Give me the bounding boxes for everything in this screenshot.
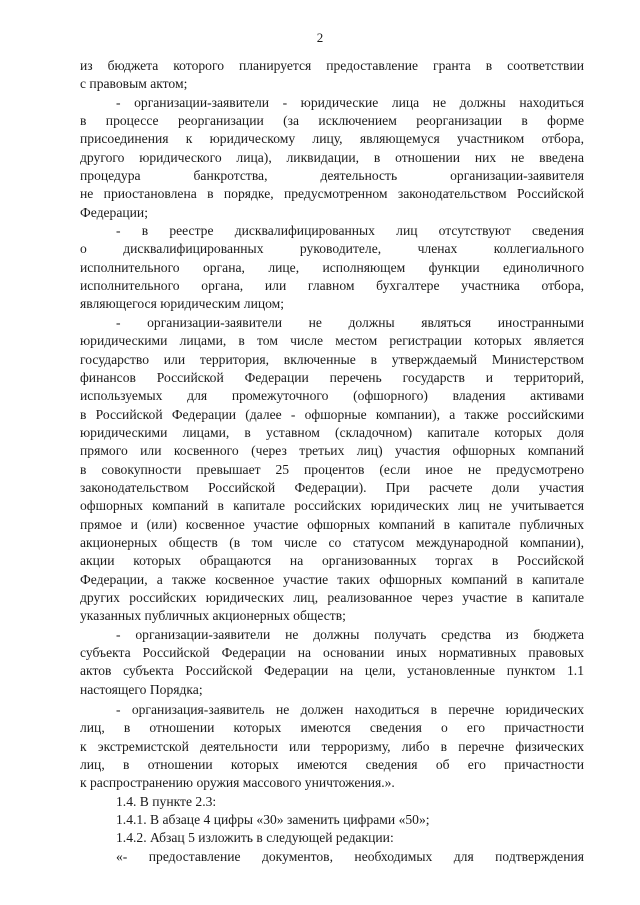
- text-line: о дисквалифицированных руководителе, членах коллегиального: [80, 241, 584, 257]
- text-line: из бюджета которого планируется предоставление гранта в соответствии: [80, 58, 584, 73]
- text-line: законодательством Российской Федерации). При расчете доли участия: [80, 479, 584, 495]
- text-line: 1.4.2. Абзац 5 изложить в следующей редакции:: [116, 830, 394, 846]
- text-line: в Российской Федерации (далее - офшорные компании), а также российскими: [80, 406, 584, 422]
- text-line: юридическими лицами, в том числе местом регистрации которых является: [80, 333, 584, 349]
- text-line: - организации-заявители не должны являться иностранными: [116, 314, 584, 330]
- text-line: к экстремистской деятельности или терроризму, либо в перечне физических: [80, 738, 584, 754]
- text-line: не приостановлена в порядке, предусмотренном законодательством Российской: [80, 186, 584, 202]
- text-line: других российских юридических лиц, реализованное через участие в капитале: [80, 589, 584, 605]
- text-line: офшорных компаний в капитале российских юридических лиц не учитывается: [80, 498, 584, 514]
- text-line: прямого или косвенного (через третьих лиц) участия офшорных компаний: [80, 443, 584, 459]
- text-line: акции которых обращаются на организованных торгах в Российской: [80, 553, 584, 569]
- text-line: 1.4.1. В абзаце 4 цифры «30» заменить цифрами «50»;: [116, 812, 430, 828]
- text-line: другого юридического лица), ликвидации, в отношении них не введена: [80, 149, 584, 165]
- text-line: в процессе реорганизации (за исключением реорганизации в форме: [80, 113, 584, 129]
- document-body: [80, 57, 584, 866]
- text-line: используемых для промежуточного (офшорного) владения активами: [80, 388, 584, 404]
- text-line: лиц, в отношении которых имеются сведения о его причастности: [80, 720, 584, 736]
- text-line: - в реестре дисквалифицированных лиц отсутствуют сведения: [116, 223, 584, 239]
- text-line: Федерации;: [80, 204, 148, 220]
- text-line: к распространению оружия массового уничтожения.».: [80, 775, 395, 791]
- text-line: с правовым актом;: [80, 76, 188, 92]
- text-line: указанных публичных акционерных обществ;: [80, 608, 346, 624]
- text-line: Федерации, а также косвенное участие таких офшорных компаний в капитале: [80, 571, 584, 587]
- text-line: - организации-заявители - юридические лица не должны находиться: [116, 94, 584, 110]
- text-line: 1.4. В пункте 2.3:: [116, 793, 217, 809]
- text-line: финансов Российской Федерации перечень государств и территорий,: [80, 369, 584, 385]
- text-line: государство или территория, включенные в утверждаемый Министерством: [80, 351, 584, 367]
- text-line: процедура банкротства, деятельность организации-заявителя: [80, 168, 584, 184]
- text-line: «- предоставление документов, необходимых для подтверждения: [116, 848, 584, 864]
- page-number: 2: [316, 30, 324, 45]
- text-line: - организации-заявители не должны получать средства из бюджета: [116, 626, 584, 642]
- text-line: лиц, в отношении которых имеются сведения об его причастности: [80, 757, 584, 773]
- text-line: акционерных обществ (в том числе со статусом международной компании),: [80, 534, 584, 550]
- text-line: исполнительного органа, или главном бухгалтере участника отбора,: [80, 278, 584, 294]
- text-line: настоящего Порядка;: [80, 681, 203, 697]
- text-line: актов субъекта Российской Федерации на цели, установленные пунктом 1.1: [80, 663, 584, 679]
- text-line: - организация-заявитель не должен находиться в перечне юридических: [116, 702, 584, 718]
- text-line: исполнительного органа, лице, исполняющем функции единоличного: [80, 259, 584, 275]
- text-line: юридическими лицами, в уставном (складочном) капитале которых доля: [80, 424, 584, 440]
- text-line: в совокупности превышает 25 процентов (если иное не предусмотрено: [80, 461, 584, 477]
- text-line: прямое и (или) косвенное участие офшорных компаний в капитале публичных: [80, 516, 584, 532]
- text-line: присоединения к юридическому лицу, являющемуся участником отбора,: [80, 131, 584, 147]
- text-line: субъекта Российской Федерации на основании иных нормативных правовых: [80, 645, 584, 660]
- text-line: являющегося юридическим лицом;: [80, 296, 285, 312]
